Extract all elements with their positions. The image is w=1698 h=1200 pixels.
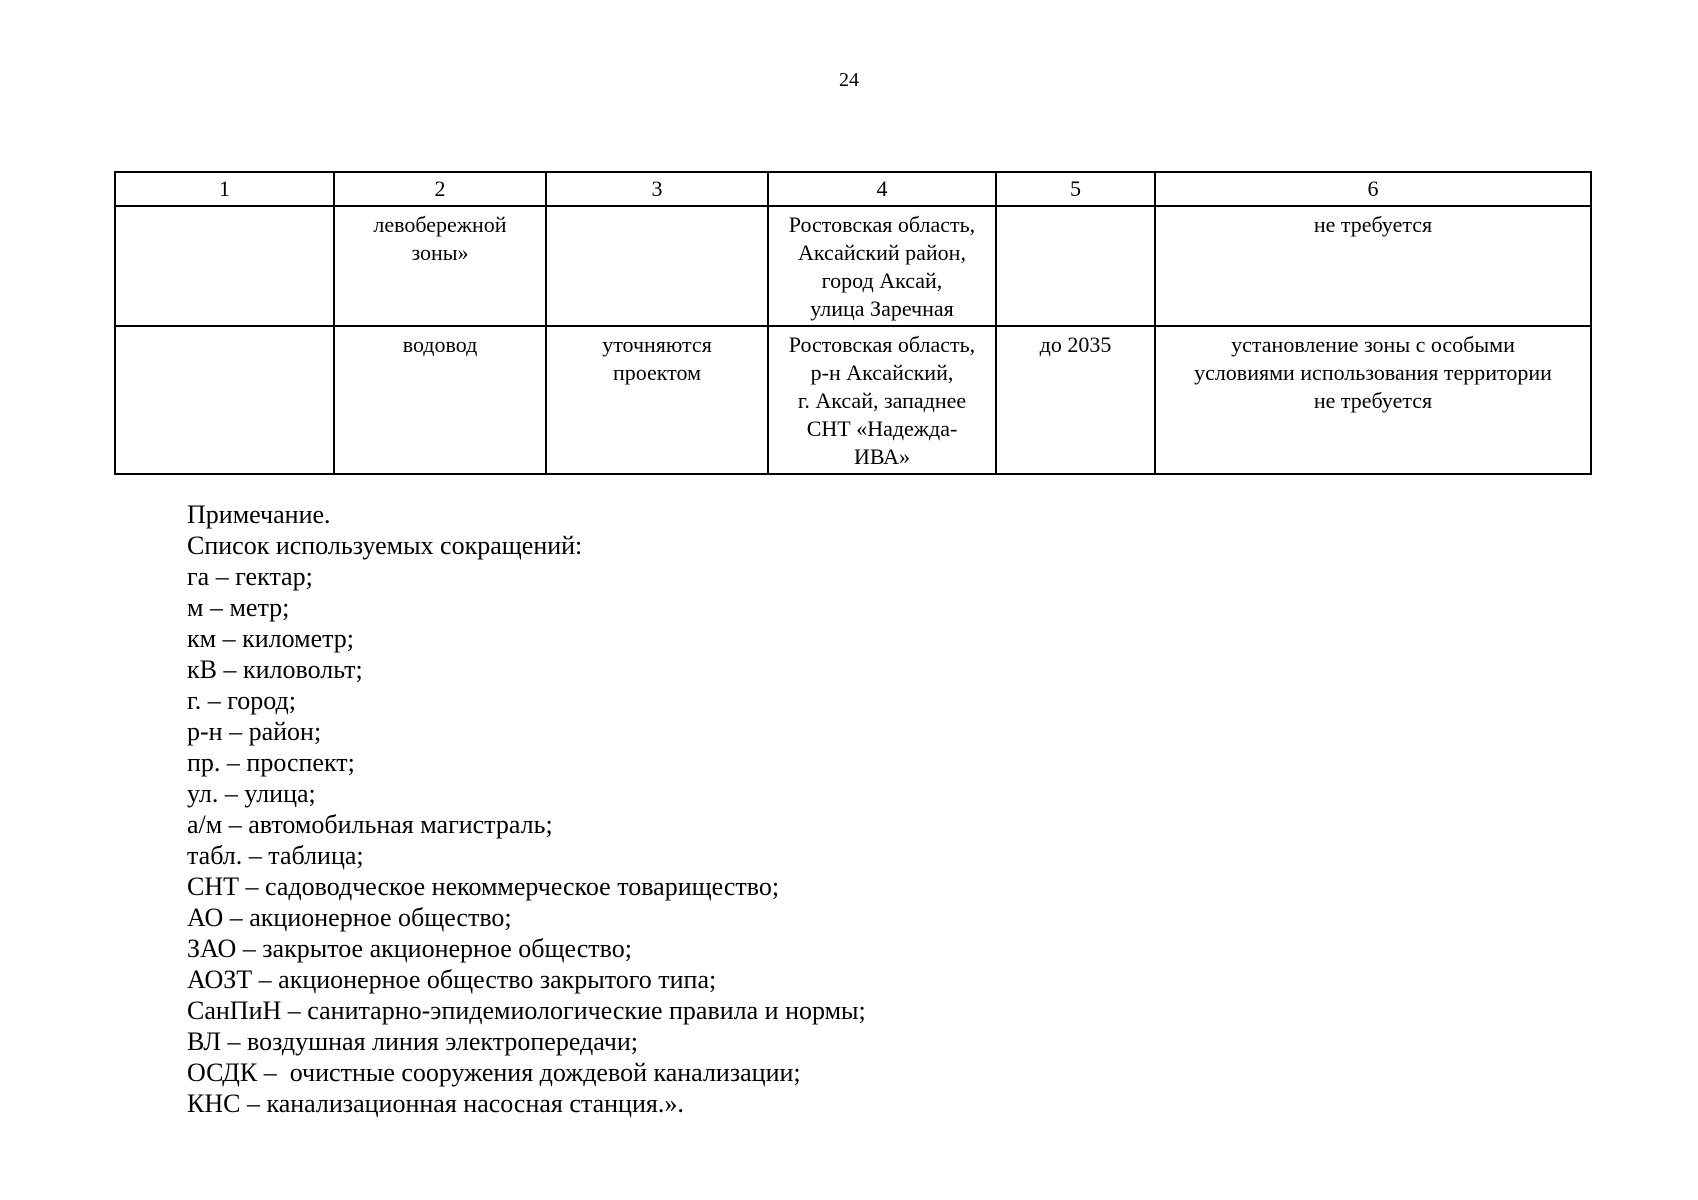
cell-text: левобережной: [373, 212, 507, 237]
cell-text: уточняются: [602, 332, 712, 357]
abbreviation-item: а/м – автомобильная магистраль;: [187, 810, 553, 839]
table-cell-zone: [1155, 206, 1591, 326]
infrastructure-table: [114, 171, 1592, 475]
table-cell-deadline: [996, 206, 1155, 326]
abbreviations-note: [187, 499, 1487, 1119]
cell-text: не требуется: [1313, 388, 1433, 413]
table-row: [115, 206, 1591, 326]
cell-text: не требуется: [1313, 212, 1433, 237]
abbreviation-item: СНТ – садоводческое некоммерческое товарищество;: [187, 872, 780, 901]
abbreviation-item: кВ – киловольт;: [187, 655, 363, 684]
abbreviation-item: ул. – улица;: [187, 779, 316, 808]
table-row: [115, 326, 1591, 474]
abbreviation-item: пр. – проспект;: [187, 748, 355, 777]
table-cell-deadline: [996, 326, 1155, 474]
cell-text: СНТ «Надежда-: [806, 416, 958, 441]
column-header-1: 1: [115, 172, 334, 206]
table-cell-number: [115, 206, 334, 326]
table-cell-number: [115, 326, 334, 474]
abbreviation-item: ОСДК – очистные сооружения дождевой канализации;: [187, 1058, 801, 1087]
cell-text: улица Заречная: [810, 296, 954, 321]
cell-text: г. Аксай, западнее: [797, 388, 967, 413]
abbreviation-item: га – гектар;: [187, 562, 313, 591]
table-cell-zone: [1155, 326, 1591, 474]
note-title: Примечание.: [187, 500, 331, 529]
cell-text: условиями использования территории: [1194, 360, 1552, 385]
cell-text: р-н Аксайский,: [810, 360, 954, 385]
abbreviation-item: р-н – район;: [187, 717, 322, 746]
abbreviation-item: табл. – таблица;: [187, 841, 364, 870]
cell-text: город Аксай,: [821, 268, 943, 293]
abbreviation-item: АО – акционерное общество;: [187, 903, 512, 932]
table-cell-name: [334, 206, 546, 326]
table-cell-parameters: [546, 206, 768, 326]
table-cell-location: [768, 326, 996, 474]
column-header-3: 3: [546, 172, 768, 206]
abbreviation-item: км – километр;: [187, 624, 355, 653]
cell-text: установление зоны с особыми: [1231, 332, 1515, 357]
cell-text: проектом: [612, 360, 702, 385]
cell-text: зоны»: [411, 240, 469, 265]
note-subtitle: Список используемых сокращений:: [187, 531, 583, 560]
cell-text: ИВА»: [853, 444, 911, 469]
cell-text: до 2035: [1039, 332, 1112, 357]
abbreviation-item: КНС – канализационная насосная станция.».: [187, 1089, 684, 1118]
abbreviation-item: ЗАО – закрытое акционерное общество;: [187, 934, 632, 963]
table-header-row: [115, 172, 1591, 206]
abbreviation-item: ВЛ – воздушная линия электропередачи;: [187, 1027, 638, 1056]
page-number: 24: [839, 69, 859, 91]
cell-text: Ростовская область,: [788, 332, 976, 357]
cell-text: Ростовская область,: [788, 212, 976, 237]
cell-text: водовод: [402, 332, 478, 357]
column-header-2: 2: [334, 172, 546, 206]
abbreviation-item: АОЗТ – акционерное общество закрытого типа;: [187, 965, 717, 994]
column-header-6: 6: [1155, 172, 1591, 206]
column-header-4: 4: [768, 172, 996, 206]
table-cell-parameters: [546, 326, 768, 474]
abbreviation-item: м – метр;: [187, 593, 290, 622]
table-cell-name: [334, 326, 546, 474]
abbreviation-item: г. – город;: [187, 686, 296, 715]
abbreviation-item: СанПиН – санитарно-эпидемиологические правила и нормы;: [187, 996, 866, 1025]
table-cell-location: [768, 206, 996, 326]
column-header-5: 5: [996, 172, 1155, 206]
cell-text: Аксайский район,: [798, 240, 966, 265]
